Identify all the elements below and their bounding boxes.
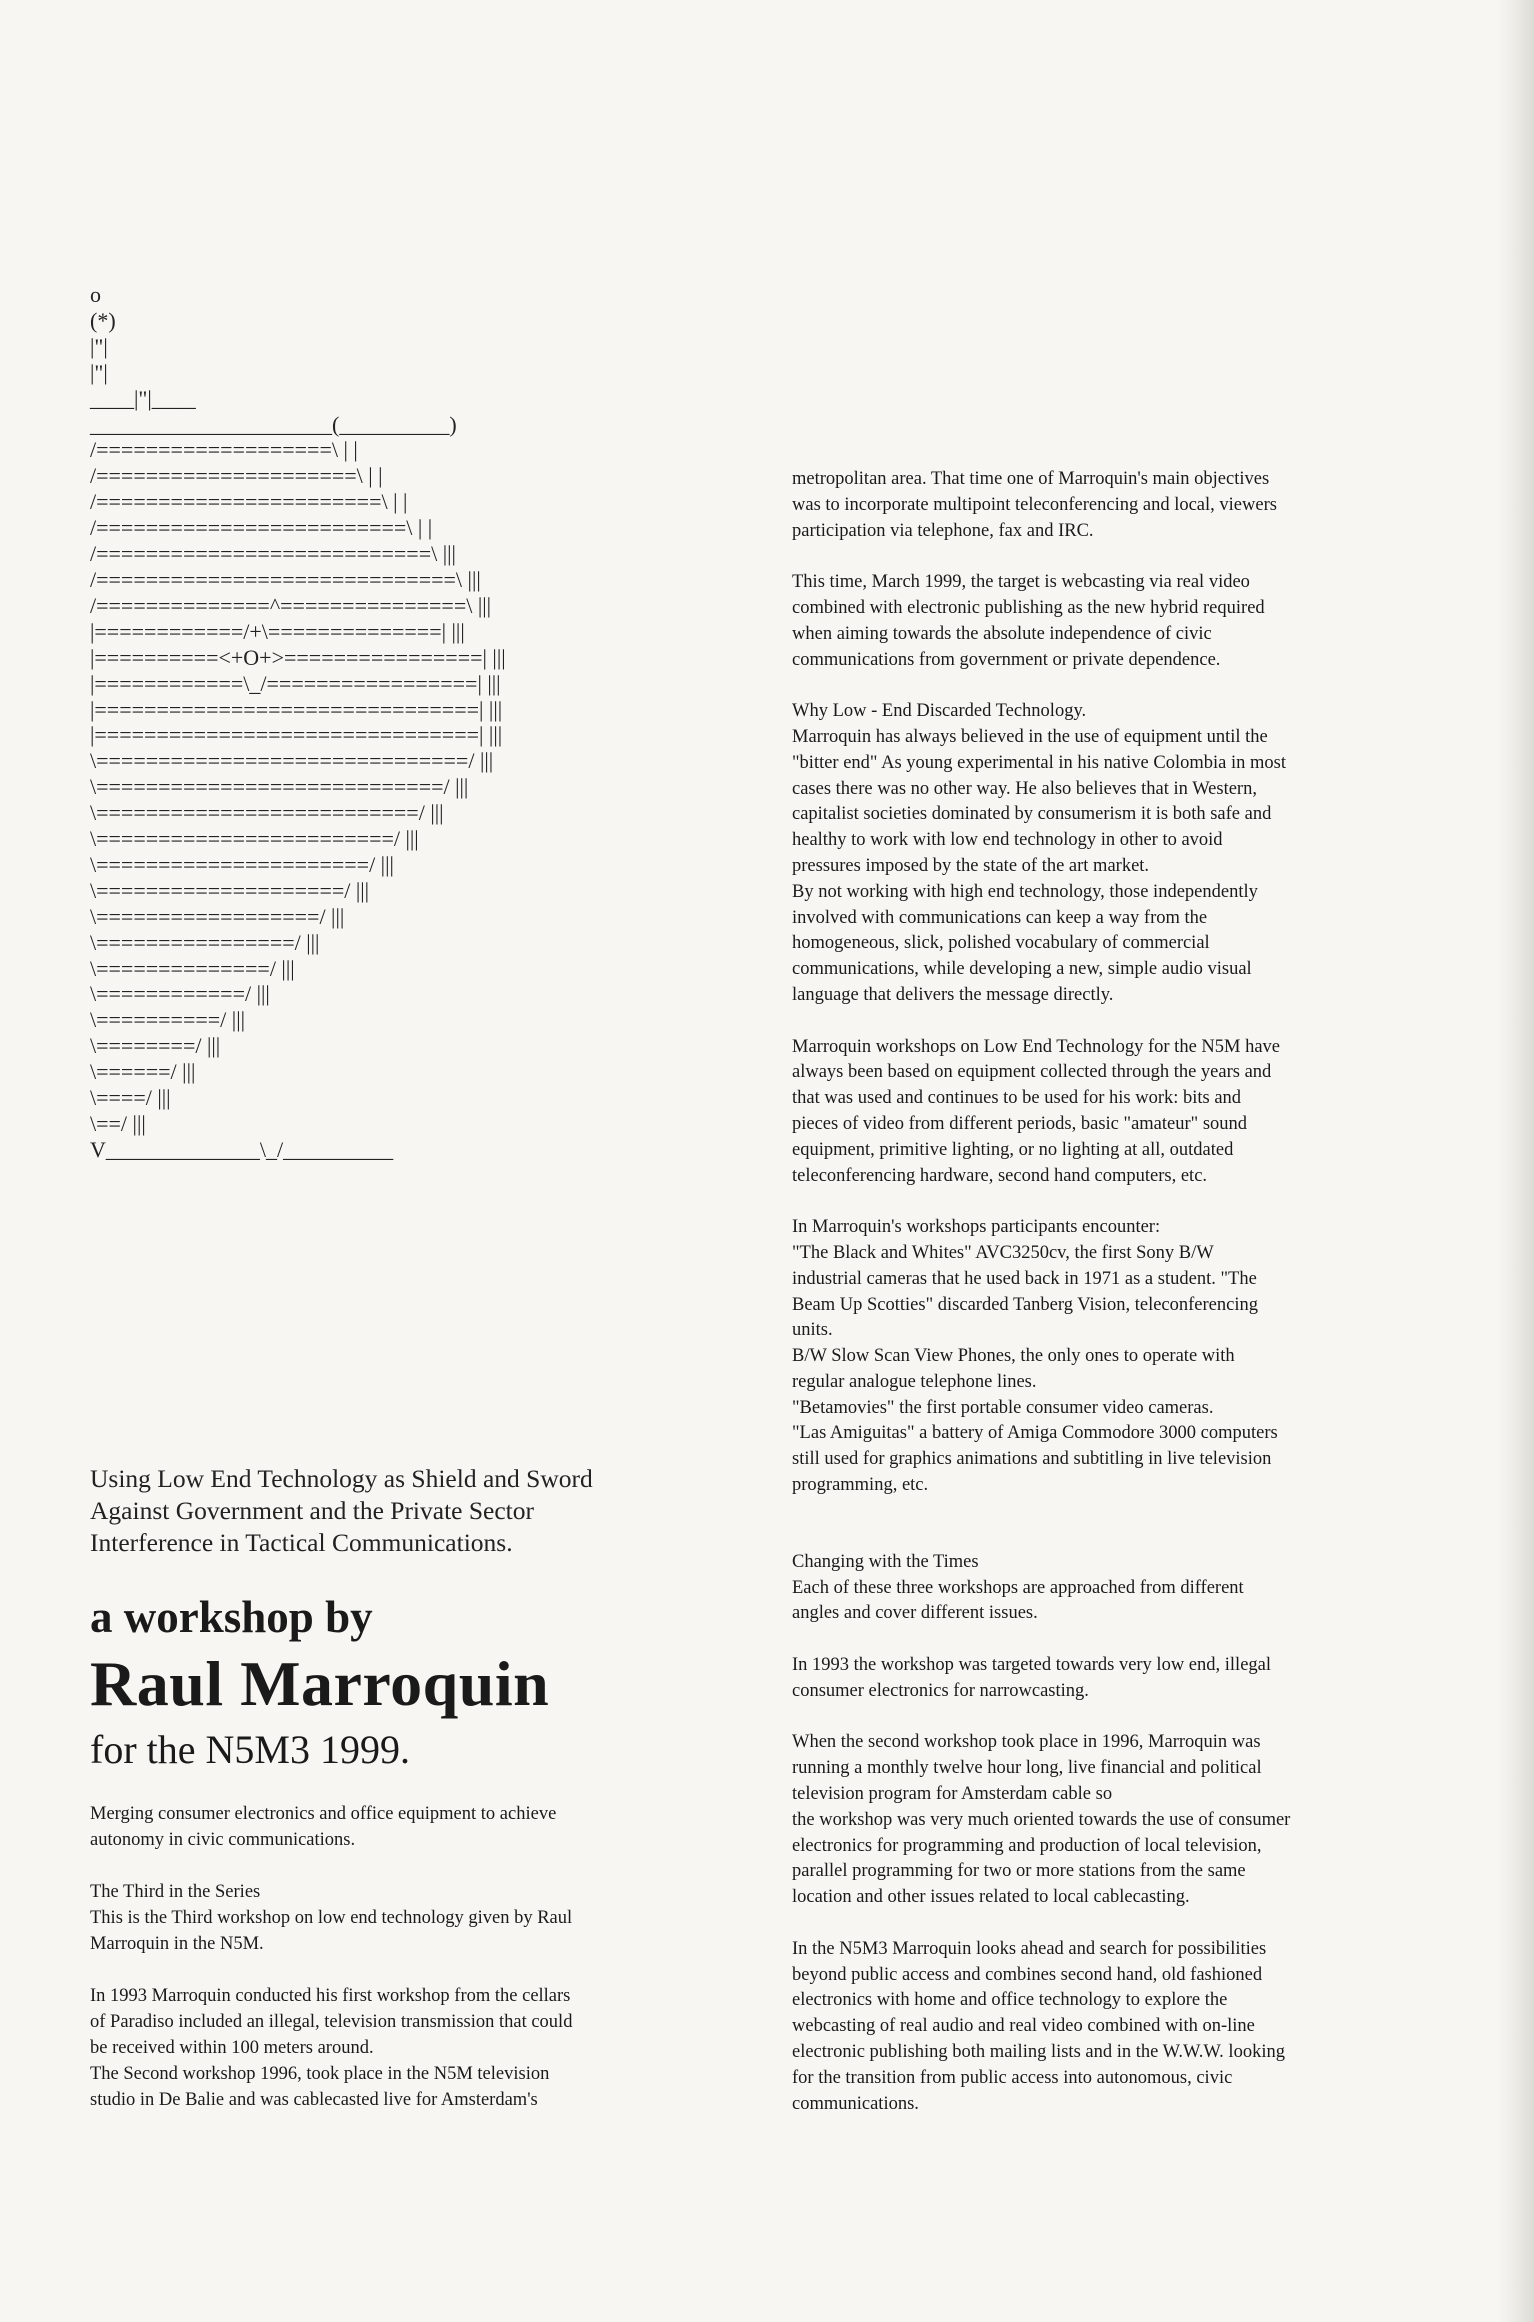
text-line: running a monthly twelve hour long, live financial and political xyxy=(792,1758,1262,1779)
text-line: location and other issues related to local cablecasting. xyxy=(792,1887,1190,1908)
text-line: pressures imposed by the state of the art market. xyxy=(792,855,1150,876)
text-line: The Second workshop 1996, took place in the N5M television xyxy=(90,2064,550,2084)
text-line: studio in De Balie and was cablecasted live for Amsterdam's xyxy=(90,2090,538,2110)
text-line: cases there was no other way. He also believes that in Western, xyxy=(792,778,1257,799)
text-line: for the transition from public access into autonomous, civic xyxy=(792,2067,1233,2088)
text-line: always been based on equipment collected through the years and xyxy=(792,1062,1272,1083)
text-line: was to incorporate multipoint teleconferencing and local, viewers xyxy=(792,494,1277,515)
paragraph xyxy=(792,1215,1412,1499)
ascii-art-illustration: o (*) |"| |"| ____|"|____ ______________________(__________) /===================\ | | /=====================\ | | /=======================\ | | /=========================\ | | /===========================\ ||| /=============================\ ||| /==============^===============\ ||| |============/+\==============| ||| |==========<+O+>================| ||| |============\_/=================| ||| |===============================| ||| |===============================| ||| \==============================/ ||| \============================/ ||| \==========================/ ||| \========================/ ||| \======================/ ||| \====================/ ||| \==================/ ||| \================/ ||| \==============/ ||| \============/ ||| \==========/ ||| \========/ ||| \======/ ||| \====/ ||| \==/ ||| V______________\_/__________ xyxy=(90,282,506,1162)
text-line: This is the Third workshop on low end technology given by Raul xyxy=(90,1908,573,1928)
text-line: regular analogue telephone lines. xyxy=(792,1371,1037,1392)
text-line: capitalist societies dominated by consumerism it is both safe and xyxy=(792,804,1272,825)
text-line: In the N5M3 Marroquin looks ahead and search for possibilities xyxy=(792,1938,1267,1959)
text-line: Beam Up Scotties" discarded Tanberg Vision, teleconferencing xyxy=(792,1294,1258,1315)
text-line: The Third in the Series xyxy=(90,1882,261,1902)
text-line: angles and cover different issues. xyxy=(792,1603,1038,1624)
text-line: consumer electronics for narrowcasting. xyxy=(792,1680,1089,1701)
paragraph xyxy=(90,1879,690,1957)
text-line: communications, while developing a new, simple audio visual xyxy=(792,959,1252,980)
text-line: be received within 100 meters around. xyxy=(90,2038,374,2058)
paragraph xyxy=(792,1653,1412,1705)
section-heading: Why Low - End Discarded Technology. xyxy=(792,701,1087,722)
text-line: In Marroquin's workshops participants encounter: xyxy=(792,1217,1161,1238)
page-edge-shadow xyxy=(1498,0,1534,2322)
text-line: pieces of video from different periods, basic "amateur" sound xyxy=(792,1113,1248,1134)
text-line: "Betamovies" the first portable consumer video cameras. xyxy=(792,1397,1214,1418)
text-line: communications. xyxy=(792,2093,919,2114)
text-line: In 1993 Marroquin conducted his first workshop from the cellars xyxy=(90,1986,571,2006)
text-line: "Las Amiguitas" a battery of Amiga Commodore 3000 computers xyxy=(792,1423,1278,1444)
text-line: of Paradiso included an illegal, television transmission that could xyxy=(90,2012,573,2032)
text-line: equipment, primitive lighting, or no lighting at all, outdated xyxy=(792,1139,1234,1160)
subtitle-line: Using Low End Technology as Shield and Sword xyxy=(90,1464,593,1493)
text-line: that was used and continues to be used for his work: bits and xyxy=(792,1088,1242,1109)
text-line: Merging consumer electronics and office equipment to achieve xyxy=(90,1804,557,1824)
text-line: homogeneous, slick, polished vocabulary of commercial xyxy=(792,933,1210,954)
text-line: programming, etc. xyxy=(792,1475,929,1496)
paragraph xyxy=(90,1801,690,1853)
text-line: B/W Slow Scan View Phones, the only ones to operate with xyxy=(792,1346,1235,1367)
text-line: "The Black and Whites" AVC3250cv, the first Sony B/W xyxy=(792,1242,1214,1263)
text-line: By not working with high end technology, those independently xyxy=(792,881,1258,902)
left-column xyxy=(90,1463,690,2139)
subtitle-line: Interference in Tactical Communications. xyxy=(90,1528,513,1557)
paragraph xyxy=(792,570,1412,673)
paragraph xyxy=(792,1730,1412,1911)
text-line: autonomy in civic communications. xyxy=(90,1830,356,1850)
text-line: electronics for programming and production of local television, xyxy=(792,1835,1262,1856)
text-line: healthy to work with low end technology in other to avoid xyxy=(792,830,1223,851)
text-line: webcasting of real audio and real video combined with on-line xyxy=(792,2016,1255,2037)
text-line: language that delivers the message directly. xyxy=(792,984,1114,1005)
text-line: units. xyxy=(792,1320,833,1341)
text-line: the workshop was very much oriented towards the use of consumer xyxy=(792,1809,1291,1830)
paragraph xyxy=(792,467,1412,544)
paragraph xyxy=(90,1983,690,2113)
subtitle-line: Against Government and the Private Sector xyxy=(90,1496,535,1525)
text-line: combined with electronic publishing as the new hybrid required xyxy=(792,597,1265,618)
paragraph xyxy=(792,1035,1412,1190)
text-line: parallel programming for two or more stations from the same xyxy=(792,1861,1246,1882)
text-line: Marroquin in the N5M. xyxy=(90,1934,264,1954)
text-line: teleconferencing hardware, second hand computers, etc. xyxy=(792,1165,1208,1186)
byline: a workshop by xyxy=(90,1592,373,1642)
text-line: Marroquin workshops on Low End Technology for the N5M have xyxy=(792,1036,1281,1057)
text-line: Each of these three workshops are approached from different xyxy=(792,1577,1244,1598)
event-title: for the N5M3 1999. xyxy=(90,1727,410,1772)
paragraph xyxy=(792,1937,1412,2118)
text-line: electronics with home and office technology to explore the xyxy=(792,1990,1228,2011)
text-line: "bitter end" As young experimental in his native Colombia in most xyxy=(792,752,1286,773)
text-line: beyond public access and combines second hand, old fashioned xyxy=(792,1964,1263,1985)
text-line: involved with communications can keep a way from the xyxy=(792,907,1208,928)
text-line: industrial cameras that he used back in 1971 as a student. "The xyxy=(792,1268,1257,1289)
text-line: This time, March 1999, the target is webcasting via real video xyxy=(792,572,1250,593)
paragraph xyxy=(792,1550,1412,1627)
text-line: metropolitan area. That time one of Marroquin's main objectives xyxy=(792,469,1270,489)
text-line: In 1993 the workshop was targeted towards very low end, illegal xyxy=(792,1655,1272,1676)
text-line: Marroquin has always believed in the use of equipment until the xyxy=(792,726,1268,747)
subtitle xyxy=(90,1463,690,1559)
text-line: When the second workshop took place in 1996, Marroquin was xyxy=(792,1732,1261,1753)
text-line: when aiming towards the absolute independence of civic xyxy=(792,623,1212,644)
section-heading: Changing with the Times xyxy=(792,1551,979,1572)
author-name: Raul Marroquin xyxy=(90,1648,550,1719)
text-line: still used for graphics animations and subtitling in live television xyxy=(792,1449,1272,1470)
paragraph xyxy=(792,699,1412,1009)
text-line: communications from government or private dependence. xyxy=(792,649,1221,670)
right-column xyxy=(792,467,1412,2143)
text-line: television program for Amsterdam cable so xyxy=(792,1784,1113,1805)
text-line: participation via telephone, fax and IRC. xyxy=(792,520,1094,541)
text-line: electronic publishing both mailing lists and in the W.W.W. looking xyxy=(792,2042,1285,2063)
